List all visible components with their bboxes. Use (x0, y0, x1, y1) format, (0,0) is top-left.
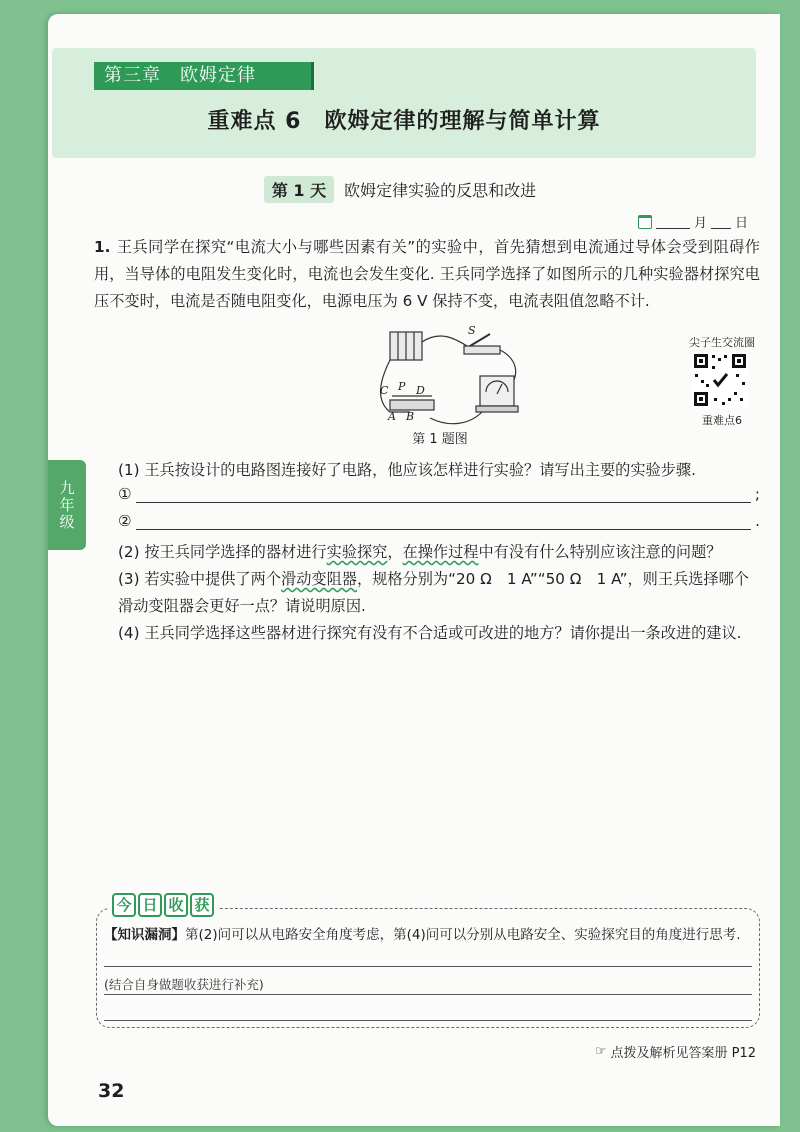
harvest-char-2: 日 (138, 893, 162, 917)
answer-2-end: . (755, 512, 760, 530)
q3-post: ，规格分别为“20 Ω 1 A”“50 Ω 1 A”，则王兵选择哪个滑动变阻器会更好一点？请说明原因. (118, 570, 749, 615)
label-b: B (406, 410, 415, 423)
qr-code[interactable] (692, 352, 748, 408)
answer-1-end: ; (754, 485, 760, 503)
q3-emphasis: 滑动变阻器 (281, 570, 357, 588)
qr-caption: 重难点6 (702, 414, 742, 427)
q2-post: 中有没有什么特别应该注意的问题？ (478, 543, 722, 561)
question-number: 1. (94, 238, 111, 256)
harvest-knowledge-gap (104, 922, 754, 948)
calendar-icon (638, 215, 652, 229)
harvest-char-1: 今 (112, 893, 136, 917)
label-s: S (468, 324, 476, 337)
answer-2-mark: ② (118, 512, 132, 530)
chapter-title: 第三章 欧姆定律 (94, 62, 314, 90)
q2-emphasis-1: 实验探究 (326, 543, 388, 561)
sub-question-1: (1) 王兵按设计的电路图连接好了电路，他应该怎样进行实验？请写出主要的实验步骤. (118, 461, 696, 479)
answer-2-rule (136, 512, 752, 530)
q2-emphasis-2: 在操作过程 (402, 543, 479, 561)
grade-side-tab: 九年级 (48, 460, 86, 550)
harvest-rule-2[interactable] (104, 994, 752, 995)
answer-1-rule (136, 485, 751, 503)
circuit-figure (370, 320, 540, 430)
day-title: 欧姆定律实验的反思和改进 (344, 181, 537, 200)
month-blank (656, 215, 690, 229)
figure-caption: 第 1 题图 (412, 432, 468, 447)
label-p: P (398, 380, 406, 393)
sub-question-2 (118, 539, 760, 566)
answer-line-1[interactable] (118, 485, 760, 503)
day-heading (0, 176, 800, 203)
q2-pre: (2) 按王兵同学选择的器材进行 (118, 543, 327, 561)
q3-pre: (3) 若实验中提供了两个 (118, 570, 282, 588)
month-label: 月 (693, 216, 707, 231)
qr-label: 尖子生交流圈 (689, 336, 755, 349)
day-blank (711, 215, 731, 229)
day-label: 日 (734, 216, 748, 231)
answer-line-2[interactable] (118, 512, 760, 530)
label-c: C (380, 384, 389, 397)
day-badge: 第 1 天 (264, 176, 334, 203)
question-1-text (94, 234, 760, 315)
page-number: 32 (98, 1080, 125, 1102)
answer-reference-text: 点拨及解析见答案册 P12 (610, 1046, 756, 1061)
q2-mid: ， (387, 543, 403, 561)
pointing-hand-icon: ☞ (594, 1044, 607, 1059)
harvest-rule-1[interactable] (104, 966, 752, 967)
label-d: D (416, 384, 425, 397)
harvest-char-3: 收 (164, 893, 188, 917)
sub-question-4: (4) 王兵同学选择这些器材进行探究有没有不合适或可改进的地方？请你提出一条改进的建议. (118, 624, 742, 642)
date-field (638, 212, 748, 231)
answer-1-mark: ① (118, 485, 132, 503)
harvest-label: 【知识漏洞】 (104, 927, 185, 943)
answer-reference (595, 1042, 756, 1061)
section-title: 重难点 6 欧姆定律的理解与简单计算 (207, 109, 601, 134)
harvest-text: 第(2)问可以从电路安全角度考虑，第(4)问可以分别从电路安全、实验探究目的角度进行思考. (185, 927, 741, 943)
harvest-hint: (结合自身做题收获进行补充) (104, 977, 264, 992)
harvest-char-4: 获 (190, 893, 214, 917)
harvest-rule-3[interactable] (104, 1020, 752, 1021)
question-stem: 王兵同学在探究“电流大小与哪些因素有关”的实验中，首先猜想到电流通过导体会受到阻碍作用，当导体的电阻发生变化时，电流也会发生变化. 王兵同学选择了如图所示的几种实验器材探究电压不变时，电流是否随电阻变化，电源电压为 6 V 保持不变，电流表阻值忽略不计. (94, 238, 760, 310)
label-a: A (388, 410, 396, 423)
daily-harvest-badge (108, 893, 218, 917)
sub-question-3 (118, 566, 760, 620)
